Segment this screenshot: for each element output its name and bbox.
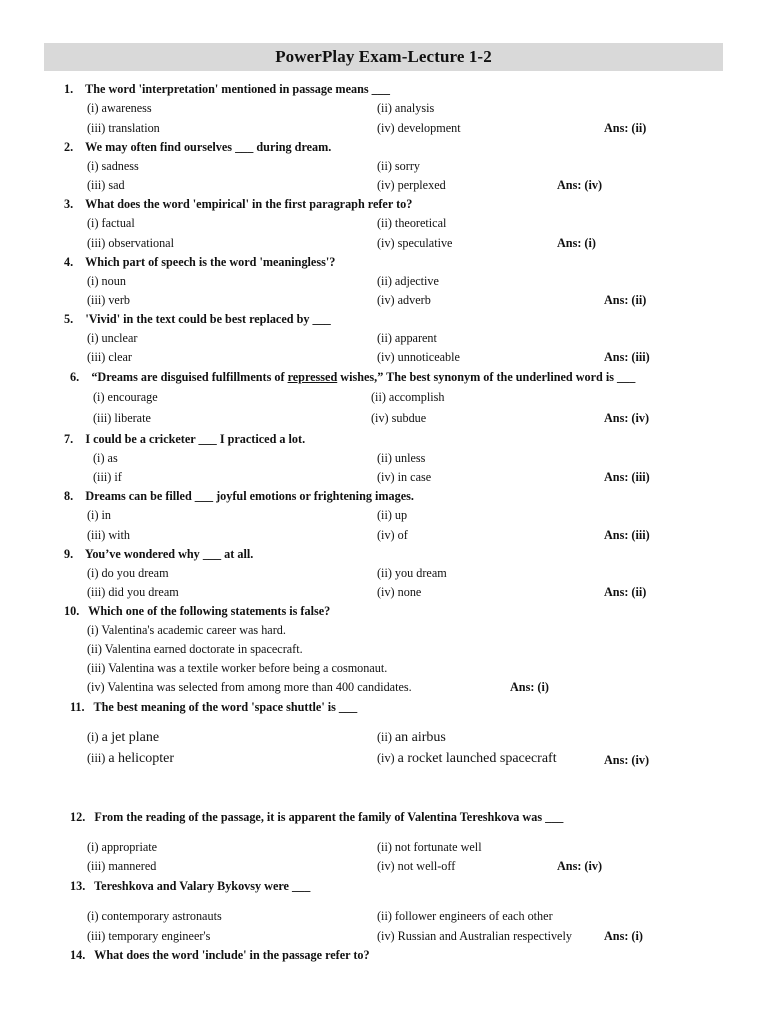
option-8-i: (i) in <box>87 508 112 522</box>
question-4 <box>64 255 335 270</box>
option-2-iii: (iii) sad <box>87 178 125 192</box>
question-text-before: “Dreams are disguised fulfillments of <box>91 370 288 384</box>
option-11-i <box>87 730 159 746</box>
page-title: PowerPlay Exam-Lecture 1-2 <box>275 47 492 66</box>
option-7-i: (i) as <box>93 451 118 465</box>
question-2 <box>64 140 331 155</box>
underlined-word: repressed <box>287 370 338 384</box>
question-number: 2. <box>64 140 74 154</box>
question-number: 13. <box>70 879 86 893</box>
option-label: (i) <box>87 730 99 744</box>
question-text: The word 'interpretation' mentioned in passage means ___ <box>85 82 390 96</box>
option-label: (iv) <box>377 751 395 765</box>
option-1-ii: (ii) analysis <box>377 101 435 115</box>
answer-10: Ans: (i) <box>510 680 549 694</box>
option-2-i: (i) sadness <box>87 159 139 173</box>
question-text-after: wishes,” The best synonym of the underlined word is ___ <box>337 370 636 384</box>
option-12-iii: (iii) mannered <box>87 859 157 873</box>
question-number: 7. <box>64 432 74 446</box>
question-number: 5. <box>64 312 74 326</box>
option-label: (ii) <box>377 730 392 744</box>
option-8-iii: (iii) with <box>87 528 130 542</box>
question-number: 4. <box>64 255 74 269</box>
option-2-iv: (iv) perplexed <box>377 178 446 192</box>
question-14 <box>70 948 370 963</box>
option-4-iii: (iii) verb <box>87 293 130 307</box>
option-9-iv: (iv) none <box>377 585 422 599</box>
option-7-iv: (iv) in case <box>377 470 432 484</box>
question-text: What does the word 'include' in the passage refer to? <box>94 948 370 962</box>
question-7 <box>64 432 305 447</box>
option-7-iii: (iii) if <box>93 470 122 484</box>
question-text: We may often find ourselves ___ during dream. <box>85 140 332 154</box>
option-10-iv: (iv) Valentina was selected from among more than 400 candidates. <box>87 680 412 694</box>
question-number: 8. <box>64 489 74 503</box>
answer-5: Ans: (iii) <box>604 350 650 364</box>
question-text: I could be a cricketer ___ I practiced a lot. <box>85 432 306 446</box>
option-2-ii: (ii) sorry <box>377 159 420 173</box>
option-4-ii: (ii) adjective <box>377 274 439 288</box>
answer-4: Ans: (ii) <box>604 293 647 307</box>
option-10-ii: (ii) Valentina earned doctorate in spacecraft. <box>87 642 303 656</box>
option-9-ii: (ii) you dream <box>377 566 447 580</box>
option-4-i: (i) noun <box>87 274 126 288</box>
answer-2: Ans: (iv) <box>557 178 603 192</box>
question-number: 3. <box>64 197 74 211</box>
option-6-ii: (ii) accomplish <box>371 390 445 404</box>
answer-12: Ans: (iv) <box>557 859 603 873</box>
option-6-iv: (iv) subdue <box>371 411 427 425</box>
option-3-i: (i) factual <box>87 216 135 230</box>
question-9 <box>64 547 253 562</box>
question-text: From the reading of the passage, it is apparent the family of Valentina Tereshkova was ___ <box>94 810 564 824</box>
answer-1: Ans: (ii) <box>604 121 647 135</box>
option-text: a helicopter <box>108 751 175 766</box>
option-12-i: (i) appropriate <box>87 840 158 854</box>
question-text: 'Vivid' in the text could be best replaced by ___ <box>85 312 331 326</box>
option-8-iv: (iv) of <box>377 528 408 542</box>
question-text: Dreams can be filled ___ joyful emotions or frightening images. <box>85 489 414 503</box>
title-bar <box>44 43 723 71</box>
question-10 <box>64 604 330 619</box>
option-8-ii: (ii) up <box>377 508 408 522</box>
option-13-iv: (iv) Russian and Australian respectively <box>377 929 572 943</box>
option-11-iv <box>377 751 557 767</box>
option-12-iv: (iv) not well-off <box>377 859 456 873</box>
answer-7: Ans: (iii) <box>604 470 650 484</box>
option-5-iii: (iii) clear <box>87 350 132 364</box>
question-6 <box>70 370 635 385</box>
option-text: an airbus <box>394 730 446 745</box>
question-13 <box>70 879 310 894</box>
option-1-iii: (iii) translation <box>87 121 160 135</box>
option-13-iii: (iii) temporary engineer's <box>87 929 211 943</box>
question-text: Which part of speech is the word 'meaningless'? <box>85 255 336 269</box>
option-label: (iii) <box>87 751 106 765</box>
option-5-i: (i) unclear <box>87 331 138 345</box>
question-number: 1. <box>64 82 74 96</box>
option-6-iii: (iii) liberate <box>93 411 151 425</box>
option-11-ii <box>377 730 446 746</box>
question-number: 14. <box>70 948 86 962</box>
answer-13: Ans: (i) <box>604 929 643 943</box>
answer-9: Ans: (ii) <box>604 585 647 599</box>
question-number: 12. <box>70 810 86 824</box>
option-12-ii: (ii) not fortunate well <box>377 840 482 854</box>
option-10-iii: (iii) Valentina was a textile worker before being a cosmonaut. <box>87 661 388 675</box>
option-1-i: (i) awareness <box>87 101 152 115</box>
option-text: a jet plane <box>101 730 160 745</box>
question-text: What does the word 'empirical' in the first paragraph refer to? <box>85 197 413 211</box>
question-5 <box>64 312 331 327</box>
option-3-ii: (ii) theoretical <box>377 216 447 230</box>
question-number: 6. <box>70 370 80 384</box>
option-3-iv: (iv) speculative <box>377 236 453 250</box>
option-13-i: (i) contemporary astronauts <box>87 909 222 923</box>
question-1 <box>64 82 390 97</box>
question-number: 11. <box>70 700 85 714</box>
answer-11: Ans: (iv) <box>604 753 650 767</box>
option-7-ii: (ii) unless <box>377 451 426 465</box>
option-3-iii: (iii) observational <box>87 236 174 250</box>
question-12 <box>70 810 563 825</box>
answer-3: Ans: (i) <box>557 236 596 250</box>
option-6-i: (i) encourage <box>93 390 158 404</box>
answer-8: Ans: (iii) <box>604 528 650 542</box>
question-11 <box>70 700 357 715</box>
question-3 <box>64 197 412 212</box>
option-9-iii: (iii) did you dream <box>87 585 179 599</box>
option-1-iv: (iv) development <box>377 121 461 135</box>
question-8 <box>64 489 414 504</box>
option-5-iv: (iv) unnoticeable <box>377 350 460 364</box>
option-4-iv: (iv) adverb <box>377 293 431 307</box>
option-9-i: (i) do you dream <box>87 566 169 580</box>
option-11-iii <box>87 751 174 767</box>
question-number: 9. <box>64 547 74 561</box>
option-10-i: (i) Valentina's academic career was hard. <box>87 623 286 637</box>
question-text: Which one of the following statements is false? <box>88 604 331 618</box>
question-text: Tereshkova and Valary Bykovsy were ___ <box>94 879 311 893</box>
option-text: a rocket launched spacecraft <box>397 751 557 766</box>
answer-6: Ans: (iv) <box>604 411 650 425</box>
option-13-ii: (ii) follower engineers of each other <box>377 909 553 923</box>
option-5-ii: (ii) apparent <box>377 331 437 345</box>
question-number: 10. <box>64 604 80 618</box>
question-text: The best meaning of the word 'space shuttle' is ___ <box>93 700 358 714</box>
question-text: You’ve wondered why ___ at all. <box>84 547 254 561</box>
